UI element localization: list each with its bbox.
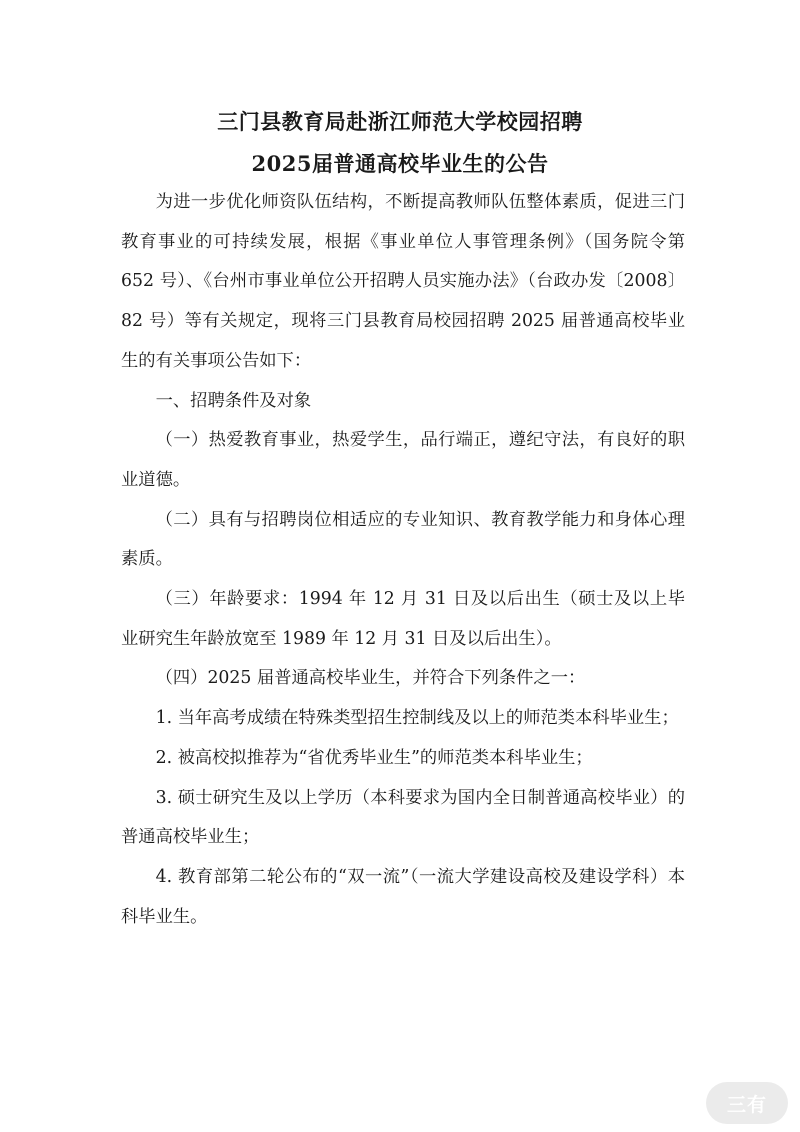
sub-condition-4: 4. 教育部第二轮公布的“双一流”（一流大学建设高校及建设学科）本科毕业生。 xyxy=(121,866,685,927)
condition-3: （三）年龄要求：1994 年 12 月 31 日及以后出生（硕士及以上毕业研究生年龄放宽至 1989 年 12 月 31 日及以后出生）。 xyxy=(121,589,685,649)
sub-condition-1: 1. 当年高考成绩在特殊类型招生控制线及以上的师范类本科毕业生； xyxy=(155,708,679,729)
document-body xyxy=(121,183,685,937)
condition-4: （四）2025 届普通高校毕业生，并符合下列条件之一： xyxy=(155,668,586,689)
document-title-line2: 2025届普通高校毕业生的公告 xyxy=(251,151,549,176)
sub-condition-2: 2. 被高校拟推荐为“省优秀毕业生”的师范类本科毕业生； xyxy=(155,747,593,768)
condition-1: （一）热爱教育事业，热爱学生，品行端正，遵纪守法，有良好的职业道德。 xyxy=(121,430,685,490)
intro-paragraph: 为进一步优化师资队伍结构，不断提高教师队伍整体素质，促进三门教育事业的可持续发展，根据《事业单位人事管理条例》（国务院令第 652 号）、《台州市事业单位公开招聘人员实施办法》（台政办发〔2008〕82 号）等有关规定，现将三门县教育局校园招聘 2025 届普通高校毕业生的有关事项公告如下： xyxy=(121,192,685,371)
condition-2: （二）具有与招聘岗位相适应的专业知识、教育教学能力和身体心理素质。 xyxy=(121,509,685,570)
sub-condition-3: 3. 硕士研究生及以上学历（本科要求为国内全日制普通高校毕业）的普通高校毕业生； xyxy=(121,787,685,848)
section-heading: 一、招聘条件及对象 xyxy=(155,390,312,411)
document-title-line1: 三门县教育局赴浙江师范大学校园招聘 xyxy=(217,109,583,134)
watermark-badge[interactable]: 三有 xyxy=(706,1082,788,1124)
